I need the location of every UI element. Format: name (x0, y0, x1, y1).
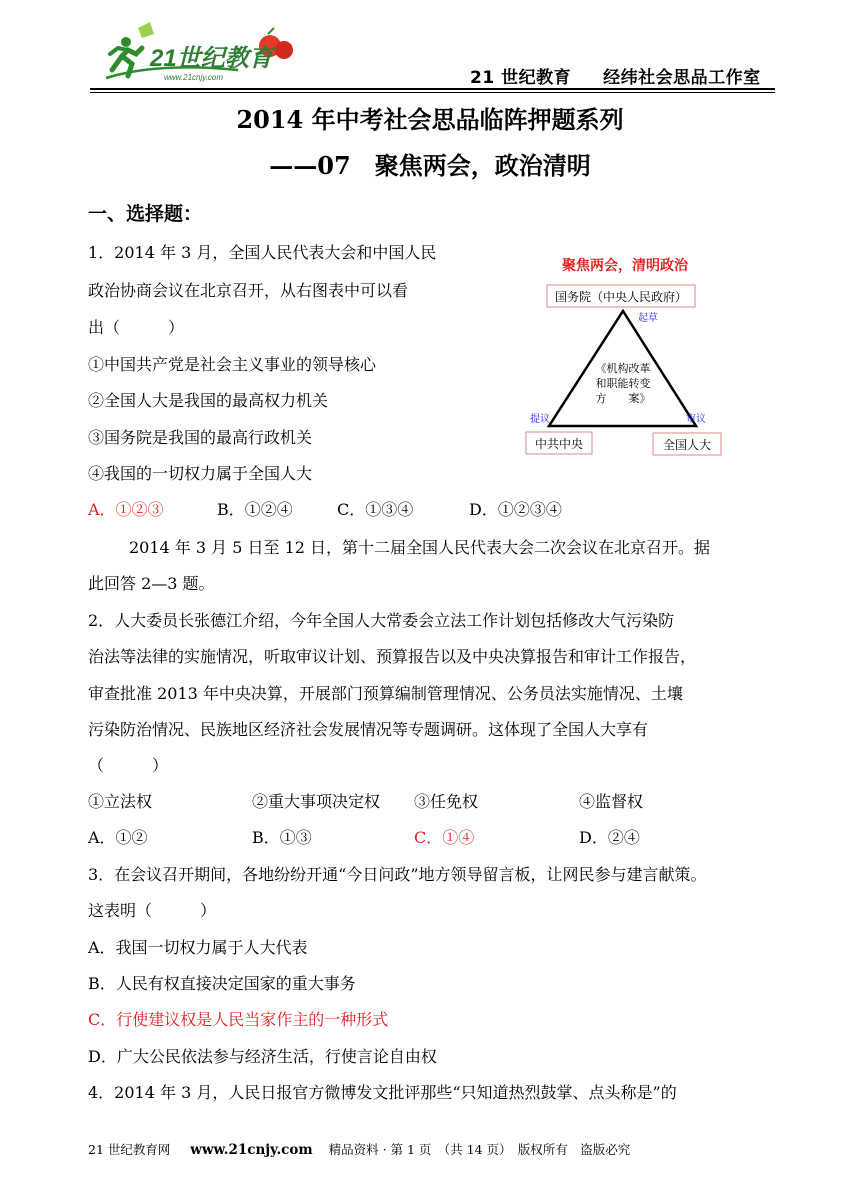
q2-stem-line2: 治法等法律的实施情况，听取审议计划、预算报告以及中央决算报告和审计工作报告， (88, 647, 697, 666)
footer-site-url[interactable]: www.21cnjy.com (190, 1142, 313, 1158)
q1-statement-4: ④我国的一切权力属于全国人大 (88, 464, 313, 483)
q1-option-a: A．①②③ (88, 500, 164, 519)
site-logo (98, 20, 298, 84)
q1-statement-2: ②全国人大是我国的最高权力机关 (88, 391, 329, 410)
q2-statement-4: ④监督权 (579, 792, 644, 811)
q3-stem-line1: 3．在会议召开期间，各地纷纷开通“今日问政”地方领导留言板，让网民参与建言献策。 (88, 865, 707, 884)
center-text-2: 和职能转变 (595, 377, 651, 390)
header-divider (90, 88, 775, 90)
q2-option-d: D．②④ (579, 828, 640, 847)
center-text-1: 《机构改革 (595, 362, 651, 375)
q3-option-a: A．我国一切权力属于人大代表 (88, 938, 308, 957)
q2-option-c: C．①④ (414, 828, 475, 847)
logo-text: 21世纪教育 (150, 45, 273, 72)
header-divider-thin (90, 92, 775, 93)
label-review: 审议 (686, 414, 706, 425)
q2-statement-1: ①立法权 (88, 792, 153, 811)
q1-stem-line3: 出（ ） (88, 318, 185, 337)
intro-line1: 2014 年 3 月 5 日至 12 日，第十二届全国人民代表大会二次会议在北京召开。据 (129, 538, 711, 557)
q1-option-c: C．①③④ (337, 500, 414, 519)
runner-icon (110, 22, 154, 76)
footer-site-name: 21 世纪教育网 (88, 1142, 171, 1157)
q3-option-c: C．行使建议权是人民当家作主的一种形式 (88, 1010, 389, 1029)
diagram-title: 聚焦两会，清明政治 (562, 258, 688, 274)
page-footer (88, 1140, 630, 1158)
q3-option-b: B．人民有权直接决定国家的重大事务 (88, 974, 356, 993)
q1-option-d: D．①②③④ (469, 500, 562, 519)
q1-option-b: B．①②④ (217, 500, 293, 519)
q1-statement-1: ①中国共产党是社会主义事业的领导核心 (88, 355, 377, 374)
q2-option-a: A．①② (88, 828, 148, 847)
two-sessions-diagram (520, 248, 730, 463)
header-brand (470, 63, 761, 88)
state-council-label: 国务院（中央人民政府） (554, 290, 688, 304)
studio-name: 经纬社会思品工作室 (603, 68, 761, 88)
cpc-label: 中共中央 (534, 437, 584, 451)
brand-name: 21 世纪教育 (470, 68, 572, 88)
q2-stem-line5: （ ） (88, 756, 169, 775)
page-subtitle: ——07 聚焦两会，政治清明 (269, 151, 591, 180)
q3-stem-line2: 这表明（ ） (88, 901, 217, 920)
section-heading: 一、选择题： (88, 203, 203, 225)
npc-label: 全国人大 (662, 438, 712, 452)
label-draft: 起草 (638, 313, 658, 324)
page-title: 2014 年中考社会思品临阵押题系列 (236, 105, 624, 134)
intro-line2: 此回答 2—3 题。 (88, 574, 215, 593)
q3-option-d: D．广大公民依法参与经济生活，行使言论自由权 (88, 1047, 437, 1066)
q4-stem-line1: 4．2014 年 3 月，人民日报官方微博发文批评那些“只知道热烈鼓掌、点头称是”的 (88, 1083, 677, 1102)
q1-statement-3: ③国务院是我国的最高行政机关 (88, 428, 313, 447)
q2-statement-2: ②重大事项决定权 (252, 792, 381, 811)
q1-stem-line1: 1．2014 年 3 月，全国人民代表大会和中国人民 (88, 243, 437, 262)
center-text-3: 方 案》 (595, 392, 651, 405)
footer-text: 精品资料 · 第 1 页 （共 14 页） 版权所有 盗版必究 (328, 1142, 631, 1157)
q2-stem-line3: 审查批准 2013 年中央决算，开展部门预算编制管理情况、公务员法实施情况、土壤 (88, 684, 683, 703)
q2-stem-line1: 2．人大委员长张德江介绍，今年全国人大常委会立法工作计划包括修改大气污染防 (88, 611, 675, 630)
q2-option-b: B．①③ (252, 828, 312, 847)
label-propose: 提议 (530, 414, 550, 425)
logo-url: www.21cnjy.com (164, 73, 223, 82)
q2-stem-line4: 污染防治情况、民族地区经济社会发展情况等专题调研。这体现了全国人大享有 (88, 720, 649, 739)
q2-statement-3: ③任免权 (414, 792, 479, 811)
q1-stem-line2: 政治协商会议在北京召开，从右图表中可以看 (88, 281, 409, 300)
